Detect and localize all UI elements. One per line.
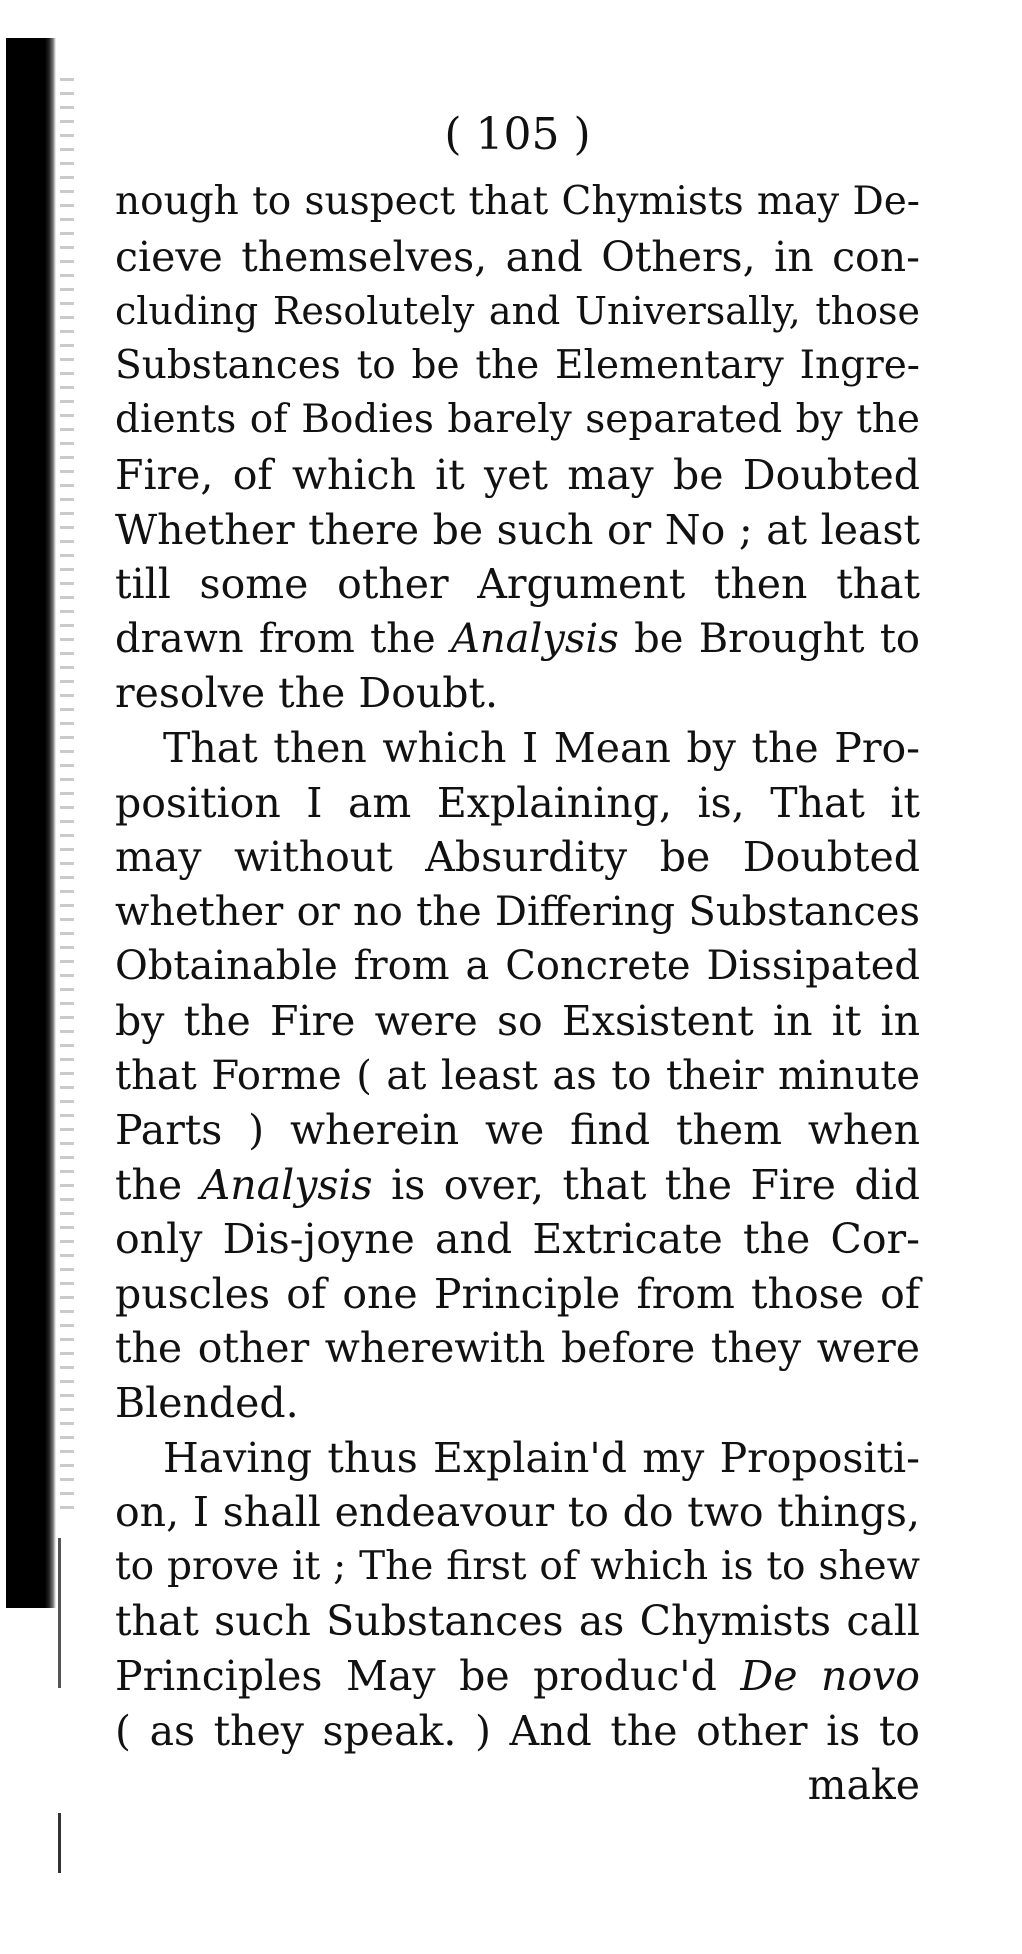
text-line: Substances to be the Elementary Ingre-: [115, 342, 920, 388]
text-segment: be Brought to: [618, 615, 920, 662]
text-line: the other wherewith before they were: [115, 1324, 920, 1373]
page-number: ( 105 ): [444, 109, 591, 160]
text-line: that Forme ( at least as to their minute: [115, 1052, 920, 1099]
text-line: [115, 612, 920, 667]
italic-term: Analysis: [200, 1160, 373, 1209]
text-segment: the: [115, 1160, 201, 1209]
text-line: cieve themselves, and Others, in con-: [115, 232, 920, 281]
text-line: to prove it ; The first of which is to shew: [115, 1543, 920, 1589]
text-line: position I am Explaining, is, That it: [115, 778, 920, 827]
text-line: Blended.: [115, 1379, 299, 1428]
text-segment: drawn from the: [115, 615, 452, 662]
paragraph-3: [115, 1431, 920, 1759]
text-line: nough to suspect that Chymists may De-: [115, 179, 920, 224]
text-line: that such Substances as Chymists call: [115, 1597, 920, 1646]
spine-tail-mark-lower: [58, 1813, 61, 1873]
text-line: Fire, of which it yet may be Doubted: [115, 450, 920, 499]
text-line: [115, 1158, 920, 1213]
text-line: resolve the Doubt.: [115, 669, 499, 718]
text-line: on, I shall endeavour to do two things,: [115, 1488, 920, 1537]
text-line: ( as they speak. ) And the other is to: [115, 1706, 920, 1755]
text-line: Having thus Explain'd my Propositi-: [163, 1433, 920, 1482]
paragraph-2: [115, 721, 920, 1431]
text-segment: is over, that the Fire did: [372, 1160, 920, 1209]
book-spine-shadow: [0, 38, 80, 1608]
spine-tail-mark: [58, 1538, 61, 1688]
italic-term: De novo: [740, 1652, 920, 1701]
text-line: dients of Bodies barely separated by the: [115, 397, 920, 443]
text-line: Parts ) wherein we find them when: [115, 1106, 920, 1155]
text-line: by the Fire were so Exsistent in it in: [115, 996, 920, 1045]
italic-term: Analysis: [451, 615, 619, 662]
text-line: whether or no the Differing Substances: [115, 888, 920, 935]
text-line: may without Absurdity be Doubted: [115, 833, 920, 882]
text-line: till some other Argument then that: [115, 560, 920, 609]
text-line: That then which I Mean by the Pro-: [163, 723, 920, 772]
text-line: puscles of one Principle from those of: [115, 1269, 920, 1318]
text-line: [115, 1649, 920, 1704]
spine-dark-edge: [6, 38, 56, 1608]
text-segment: Principles May be produc'd: [115, 1652, 741, 1701]
text-line: Whether there be such or No ; at least: [115, 505, 920, 554]
spine-ink-bleed: [60, 78, 74, 1518]
paragraph-1: [115, 175, 920, 721]
catchword: make: [807, 1761, 920, 1810]
text-block: [115, 105, 920, 1813]
text-line: cluding Resolutely and Universally, those: [115, 289, 920, 334]
text-line: only Dis-joyne and Extricate the Cor-: [115, 1215, 920, 1264]
text-line: Obtainable from a Concrete Dissipated: [115, 943, 920, 990]
